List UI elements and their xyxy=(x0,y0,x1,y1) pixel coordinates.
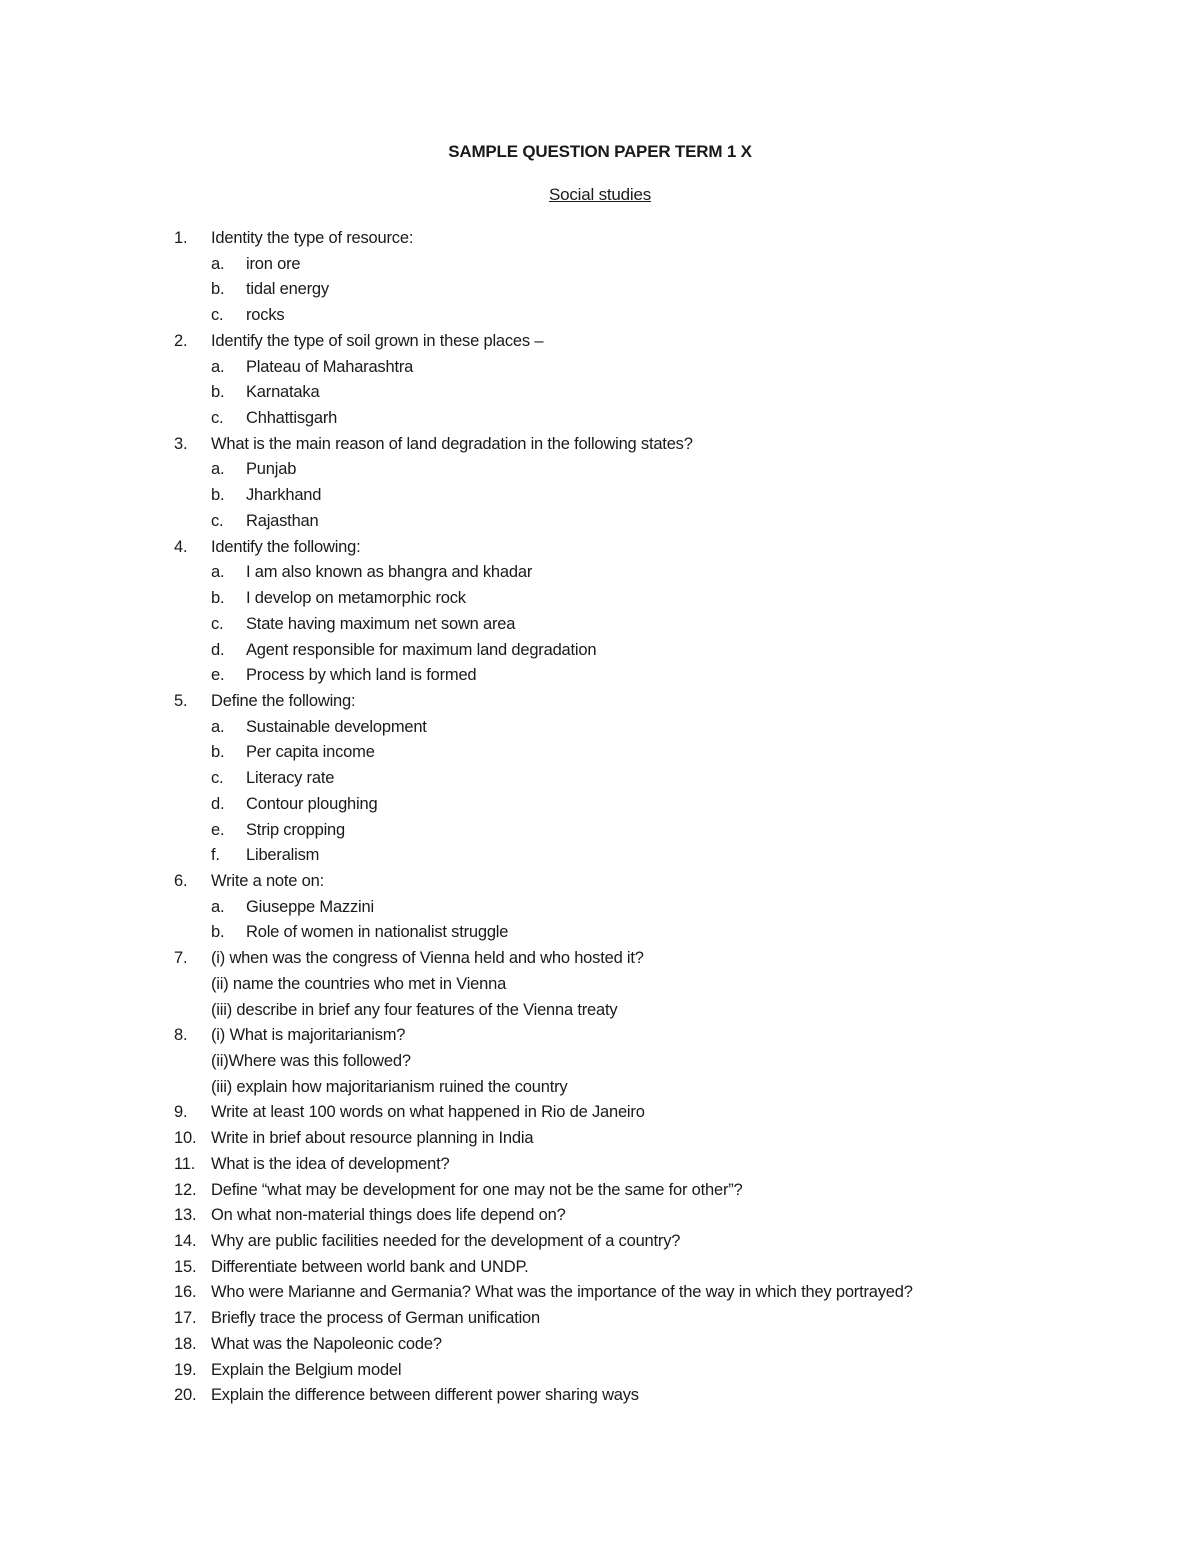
question-text: Identify the type of soil grown in these places – xyxy=(211,331,544,350)
sub-question-text: iron ore xyxy=(246,254,301,273)
question-continuation-text: (ii) name the countries who met in Vienna xyxy=(211,974,507,993)
sub-question-label: e. xyxy=(211,820,225,839)
question-text: On what non-material things does life depend on? xyxy=(211,1206,566,1225)
sub-question-text: Literacy rate xyxy=(246,769,335,788)
question-item xyxy=(0,1152,1200,1178)
page-subtitle: Social studies xyxy=(548,185,652,204)
sub-question-label: a. xyxy=(211,897,225,916)
sub-question-text: I am also known as bhangra and khadar xyxy=(246,563,533,582)
question-continuation-text: (iii) explain how majoritarianism ruined the country xyxy=(211,1077,568,1096)
sub-question-text: Agent responsible for maximum land degradation xyxy=(246,640,597,659)
sub-question-label: d. xyxy=(211,794,225,813)
question-number: 15. xyxy=(174,1257,197,1276)
question-item xyxy=(0,1280,1200,1306)
question-number: 2. xyxy=(174,331,188,350)
question-number: 7. xyxy=(174,949,188,968)
question-item xyxy=(0,1203,1200,1229)
question-item xyxy=(0,535,1200,561)
sub-question-item xyxy=(0,895,1200,921)
question-continuation xyxy=(0,972,1200,998)
sub-question-label: a. xyxy=(211,254,225,273)
question-number: 8. xyxy=(174,1026,188,1045)
sub-question-text: Process by which land is formed xyxy=(246,666,477,685)
question-number: 17. xyxy=(174,1309,197,1328)
sub-question-label: c. xyxy=(211,306,224,325)
sub-question-text: Karnataka xyxy=(246,383,320,402)
sub-question-text: Sustainable development xyxy=(246,717,427,736)
sub-question-item xyxy=(0,843,1200,869)
sub-question-item xyxy=(0,766,1200,792)
sub-question-text: Giuseppe Mazzini xyxy=(246,897,374,916)
question-item xyxy=(0,689,1200,715)
sub-question-text: Contour ploughing xyxy=(246,794,378,813)
question-text: (i) What is majoritarianism? xyxy=(211,1026,406,1045)
question-text: Write at least 100 words on what happened in Rio de Janeiro xyxy=(211,1103,645,1122)
sub-question-item xyxy=(0,509,1200,535)
sub-question-text: rocks xyxy=(246,306,285,325)
question-number: 6. xyxy=(174,871,188,890)
question-item xyxy=(0,1100,1200,1126)
sub-question-text: I develop on metamorphic rock xyxy=(246,589,466,608)
question-text: Identity the type of resource: xyxy=(211,229,414,247)
sub-question-text: Jharkhand xyxy=(246,486,322,505)
sub-question-item xyxy=(0,277,1200,303)
sub-question-label: c. xyxy=(211,409,224,428)
question-text: Briefly trace the process of German unification xyxy=(211,1309,541,1328)
sub-question-text: Role of women in nationalist struggle xyxy=(246,923,509,942)
sub-question-label: f. xyxy=(211,846,220,865)
sub-question-label: c. xyxy=(211,614,224,633)
question-number: 16. xyxy=(174,1283,197,1302)
sub-question-label: a. xyxy=(211,717,225,736)
sub-question-label: d. xyxy=(211,640,225,659)
question-continuation xyxy=(0,1049,1200,1075)
question-text: Why are public facilities needed for the development of a country? xyxy=(211,1232,681,1251)
question-item xyxy=(0,1178,1200,1204)
sub-question-item xyxy=(0,252,1200,278)
sub-question-label: b. xyxy=(211,923,225,942)
question-continuation xyxy=(0,1075,1200,1101)
question-number: 9. xyxy=(174,1103,188,1122)
question-item xyxy=(0,432,1200,458)
question-number: 4. xyxy=(174,537,188,556)
question-continuation-text: (ii)Where was this followed? xyxy=(211,1052,411,1070)
sub-question-text: Strip cropping xyxy=(246,820,346,839)
question-text: Define the following: xyxy=(211,691,356,710)
sub-question-label: e. xyxy=(211,666,225,685)
question-text: What was the Napoleonic code? xyxy=(211,1334,442,1353)
question-item xyxy=(0,329,1200,355)
sub-question-item xyxy=(0,560,1200,586)
sub-question-item xyxy=(0,355,1200,381)
question-text: What is the main reason of land degradation in the following states? xyxy=(211,434,693,453)
question-text: What is the idea of development? xyxy=(211,1154,450,1173)
question-text: Who were Marianne and Germania? What was the importance of the way in which they portrayed? xyxy=(211,1283,913,1302)
question-item xyxy=(0,1306,1200,1332)
sub-question-text: Rajasthan xyxy=(246,511,319,530)
sub-question-label: b. xyxy=(211,589,225,608)
sub-question-label: a. xyxy=(211,460,225,479)
sub-question-item xyxy=(0,380,1200,406)
question-text: Write a note on: xyxy=(211,871,324,890)
page-title: SAMPLE QUESTION PAPER TERM 1 X xyxy=(448,142,752,161)
question-continuation-text: (iii) describe in brief any four features of the Vienna treaty xyxy=(211,1000,618,1019)
question-number: 13. xyxy=(174,1206,197,1225)
question-text: Explain the Belgium model xyxy=(211,1360,402,1379)
question-continuation xyxy=(0,998,1200,1024)
sub-question-item xyxy=(0,818,1200,844)
sub-question-label: a. xyxy=(211,563,225,582)
question-text: Define “what may be development for one may not be the same for other”? xyxy=(211,1180,743,1199)
sub-question-item xyxy=(0,638,1200,664)
sub-question-label: c. xyxy=(211,769,224,788)
question-item xyxy=(0,1126,1200,1152)
question-number: 18. xyxy=(174,1334,197,1353)
question-item xyxy=(0,1023,1200,1049)
sub-question-item xyxy=(0,792,1200,818)
sub-question-item xyxy=(0,740,1200,766)
question-number: 20. xyxy=(174,1386,197,1405)
question-item xyxy=(0,1255,1200,1281)
question-text: Identify the following: xyxy=(211,537,361,556)
sub-question-label: b. xyxy=(211,486,225,505)
question-text: Differentiate between world bank and UNDP. xyxy=(211,1257,529,1276)
sub-question-item xyxy=(0,715,1200,741)
question-item xyxy=(0,1383,1200,1409)
sub-question-item xyxy=(0,303,1200,329)
sub-question-item xyxy=(0,612,1200,638)
sub-question-text: Liberalism xyxy=(246,846,320,865)
sub-question-label: c. xyxy=(211,511,224,530)
sub-question-item xyxy=(0,483,1200,509)
question-number: 11. xyxy=(174,1154,196,1173)
sub-question-text: Plateau of Maharashtra xyxy=(246,357,414,376)
question-item xyxy=(0,1358,1200,1384)
sub-question-item xyxy=(0,663,1200,689)
question-text: (i) when was the congress of Vienna held and who hosted it? xyxy=(211,949,644,968)
question-list xyxy=(0,226,1200,1409)
question-number: 3. xyxy=(174,434,188,453)
sub-question-label: b. xyxy=(211,383,225,402)
sub-question-text: tidal energy xyxy=(246,280,329,299)
question-item xyxy=(0,1229,1200,1255)
question-item xyxy=(0,1332,1200,1358)
sub-question-label: b. xyxy=(211,280,225,299)
sub-question-item xyxy=(0,457,1200,483)
sub-question-label: a. xyxy=(211,357,225,376)
sub-question-text: Chhattisgarh xyxy=(246,409,338,428)
sub-question-text: Per capita income xyxy=(246,743,375,762)
sub-question-item xyxy=(0,406,1200,432)
question-number: 19. xyxy=(174,1360,197,1379)
sub-question-item xyxy=(0,920,1200,946)
sub-question-label: b. xyxy=(211,743,225,762)
sub-question-text: State having maximum net sown area xyxy=(246,614,516,633)
question-text: Write in brief about resource planning in India xyxy=(211,1129,534,1148)
question-text: Explain the difference between different power sharing ways xyxy=(211,1386,639,1405)
question-number: 10. xyxy=(174,1129,197,1148)
question-item xyxy=(0,226,1200,252)
question-number: 12. xyxy=(174,1180,197,1199)
question-number: 1. xyxy=(174,229,188,247)
question-item xyxy=(0,869,1200,895)
question-item xyxy=(0,946,1200,972)
question-number: 14. xyxy=(174,1232,197,1251)
question-number: 5. xyxy=(174,691,188,710)
sub-question-text: Punjab xyxy=(246,460,297,479)
sub-question-item xyxy=(0,586,1200,612)
